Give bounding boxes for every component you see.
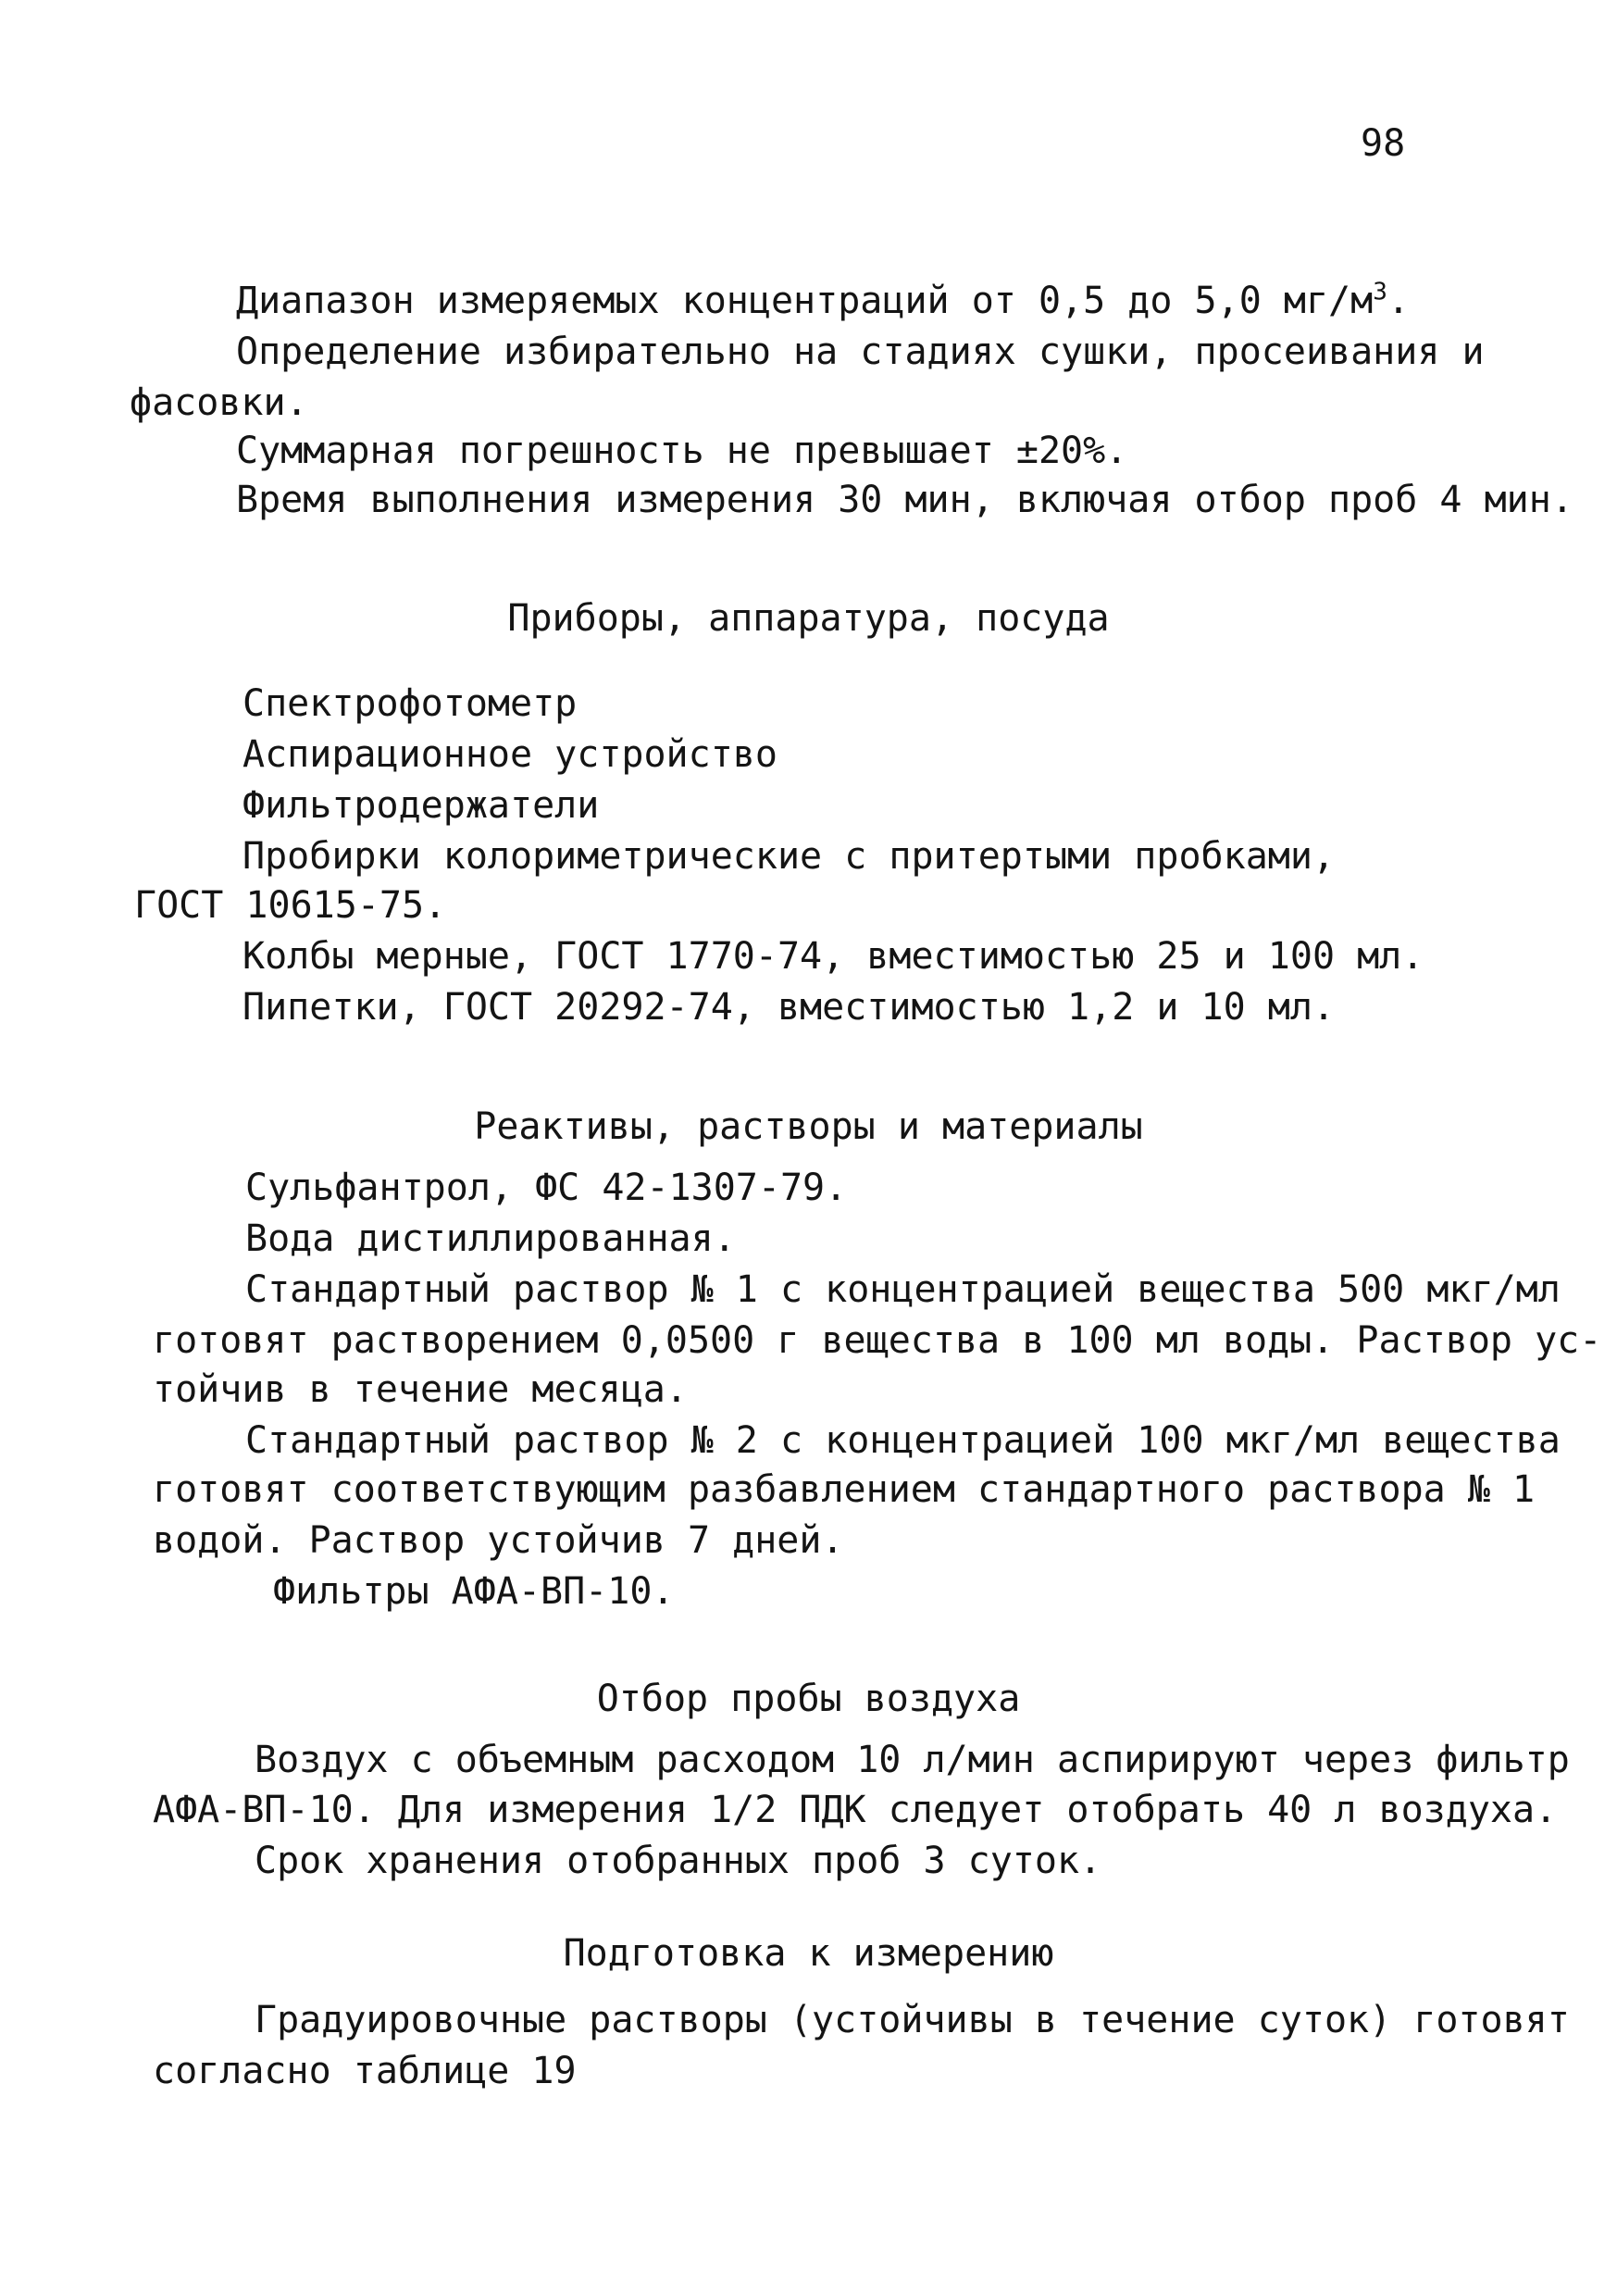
instrument-item: ГОСТ 10615-75. bbox=[134, 884, 447, 927]
reagent-line: готовят растворением 0,0500 г вещества в 100 мл воды. Раствор ус- bbox=[153, 1319, 1602, 1362]
intro-selective-2: фасовки. bbox=[130, 381, 308, 424]
reagent-line: Фильтры АФА-ВП-10. bbox=[273, 1570, 675, 1613]
sampling-line: Срок хранения отобранных проб 3 суток. bbox=[255, 1840, 1102, 1882]
instrument-item: Колбы мерные, ГОСТ 1770-74, вместимостью 25 и 100 мл. bbox=[243, 935, 1424, 978]
preparation-line: Градуировочные растворы (устойчивы в течение суток) готовят bbox=[255, 1999, 1570, 2041]
instrument-item: Фильтродержатели bbox=[243, 784, 600, 827]
reagent-line: водой. Раствор устойчив 7 дней. bbox=[153, 1519, 844, 1562]
intro-selective-1: Определение избирательно на стадиях сушки, просеивания и bbox=[236, 331, 1485, 373]
preparation-line: согласно таблице 19 bbox=[153, 2050, 577, 2092]
intro-range bbox=[236, 278, 1410, 324]
sampling-line: АФА-ВП-10. Для измерения 1/2 ПДК следует отобрать 40 л воздуха. bbox=[153, 1789, 1558, 1831]
sampling-line: Воздух с объемным расходом 10 л/мин аспирируют через фильтр bbox=[255, 1739, 1570, 1781]
reagents-heading: Реактивы, растворы и материалы bbox=[474, 1105, 1143, 1148]
instrument-item: Спектрофотометр bbox=[243, 682, 578, 725]
instrument-item: Аспирационное устройство bbox=[243, 733, 777, 776]
intro-time: Время выполнения измерения 30 мин, включая отбор проб 4 мин. bbox=[236, 479, 1573, 521]
instrument-item: Пипетки, ГОСТ 20292-74, вместимостью 1,2 и 10 мл. bbox=[243, 986, 1336, 1029]
reagent-line: тойчив в течение месяца. bbox=[153, 1368, 688, 1411]
intro-range-text: Диапазон измеряемых концентраций от 0,5 до 5,0 мг/м bbox=[236, 280, 1374, 322]
reagent-line: готовят соответствующим разбавлением стандартного раствора № 1 bbox=[153, 1468, 1536, 1511]
intro-error: Суммарная погрешность не превышает ±20%. bbox=[236, 430, 1128, 472]
intro-range-end: . bbox=[1387, 280, 1410, 322]
reagent-line: Вода дистиллированная. bbox=[245, 1217, 736, 1260]
instruments-heading: Приборы, аппаратура, посуда bbox=[507, 597, 1110, 640]
instrument-item: Пробирки колориметрические с притертыми пробками, bbox=[243, 835, 1336, 878]
reagent-line: Стандартный раствор № 2 с концентрацией 100 мкг/мл вещества bbox=[245, 1419, 1561, 1462]
reagent-line: Сульфантрол, ФС 42-1307-79. bbox=[245, 1167, 848, 1209]
sampling-heading: Отбор пробы воздуха bbox=[596, 1678, 1021, 1720]
page-number: 98 bbox=[1361, 122, 1406, 165]
reagent-line: Стандартный раствор № 1 с концентрацией вещества 500 мкг/мл bbox=[245, 1268, 1561, 1311]
intro-range-superscript: 3 bbox=[1373, 278, 1387, 306]
preparation-heading: Подготовка к измерению bbox=[563, 1932, 1054, 1975]
